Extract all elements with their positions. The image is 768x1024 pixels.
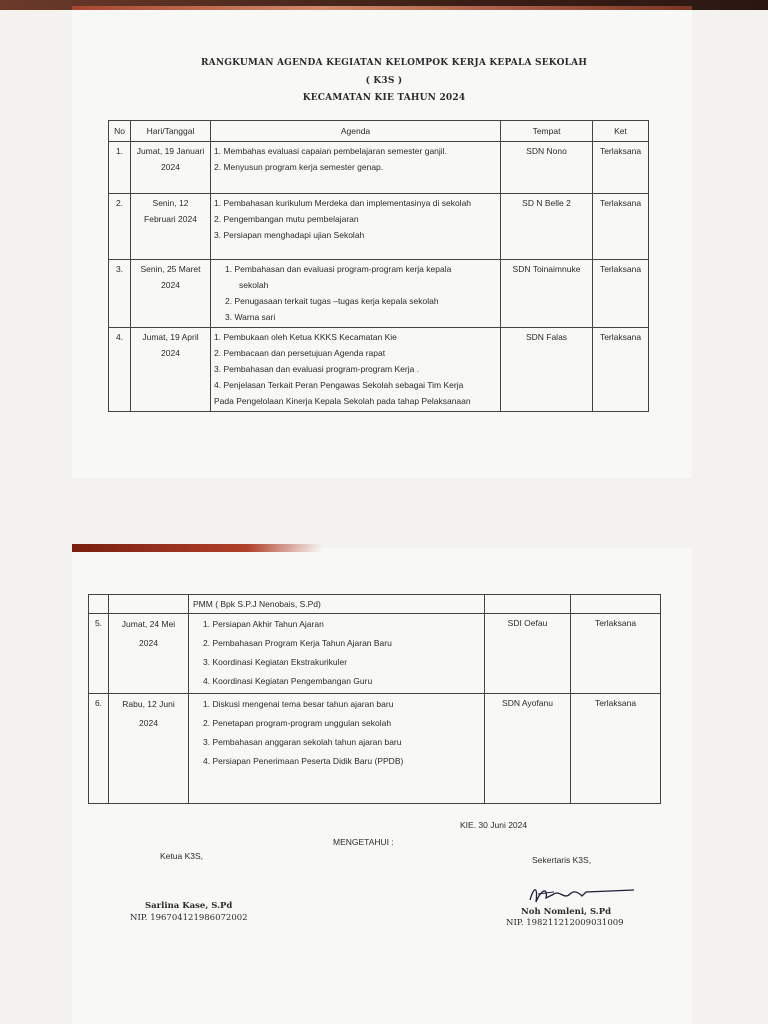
row-date: Senin, 25 Maret 2024 <box>131 260 211 328</box>
row-no: 3. <box>109 260 131 328</box>
row-status: Terlaksana <box>571 694 661 804</box>
row-no: 2. <box>109 194 131 260</box>
table-row <box>109 142 649 194</box>
row-no: 4. <box>109 328 131 412</box>
row-place: SDN Falas <box>501 328 593 412</box>
row-status: Terlaksana <box>571 614 661 694</box>
mengetahui-label: MENGETAHUI : <box>333 837 394 847</box>
row-status: Terlaksana <box>593 260 649 328</box>
row-date: Jumat, 24 Mei 2024 <box>109 614 189 694</box>
row-place: SDN Nono <box>501 142 593 194</box>
row-date: Jumat, 19 April 2024 <box>131 328 211 412</box>
row-agenda: 1. Membahas evaluasi capaian pembelajaran semester ganjil. 2. Menyusun program kerja semester genap. <box>211 142 501 194</box>
row-date: Senin, 12 Februari 2024 <box>131 194 211 260</box>
row-date: Rabu, 12 Juni 2024 <box>109 694 189 804</box>
page-edge-shadow <box>72 544 322 552</box>
row-place: SDN Toinaimnuke <box>501 260 593 328</box>
row-date: Jumat, 19 Januari 2024 <box>131 142 211 194</box>
table-row <box>109 260 649 328</box>
row-place: SDI Oefau <box>485 614 571 694</box>
row-place: SDN Ayofanu <box>485 694 571 804</box>
ketua-label: Ketua K3S, <box>160 851 204 861</box>
table-row <box>89 694 661 804</box>
row-agenda: 1. Pembahasan kurikulum Merdeka dan implementasinya di sekolah 2. Pengembangan mutu pembelajaran 3. Persiapan menghadapi ujian Sekolah <box>211 194 501 260</box>
row-agenda: 1. Pembahasan dan evaluasi program-program kerja kepala sekolah 2. Penugasaan terkait tugas –tugas kerja kepala sekolah 3. Warna sari <box>211 260 501 328</box>
signature-image <box>520 880 640 910</box>
sekretaris-nip: NIP. 198211212009031009 <box>506 918 624 928</box>
row-no: 5. <box>89 614 109 694</box>
row-status: Terlaksana <box>593 142 649 194</box>
table-row-continuation <box>89 595 661 614</box>
row-agenda: 1. Diskusi mengenai tema besar tahun ajaran baru 2. Penetapan program-program unggulan sekolah 3. Pembahasan anggaran sekolah tahun ajaran baru 4. Persiapan Penerimaan Peserta Didik Baru (PPDB) <box>189 694 485 804</box>
table-header-row <box>109 121 649 142</box>
row-no: 1. <box>109 142 131 194</box>
row-status: Terlaksana <box>593 328 649 412</box>
page-edge-shadow <box>72 6 692 10</box>
continuation-text: PMM ( Bpk S.P.J Nenobais, S.Pd) <box>189 595 485 614</box>
table-row <box>109 328 649 412</box>
sekretaris-label: Sekertaris K3S, <box>532 855 592 865</box>
agenda-table-page1 <box>108 120 649 412</box>
document-subtitle: ( K3S ) <box>365 76 403 86</box>
header-agenda: Agenda <box>211 121 501 142</box>
ketua-name: Sarlina Kase, S.Pd <box>145 901 233 911</box>
document-district-year: KECAMATAN KIE TAHUN 2024 <box>302 93 466 103</box>
table-row <box>109 194 649 260</box>
header-no: No <box>109 121 131 142</box>
sekretaris-name: Noh Nomleni, S.Pd <box>521 907 612 917</box>
row-agenda: 1. Persiapan Akhir Tahun Ajaran 2. Pembahasan Program Kerja Tahun Ajaran Baru 3. Koordinasi Kegiatan Ekstrakurikuler 4. Koordinasi Kegiatan Pengembangan Guru <box>189 614 485 694</box>
agenda-table-page2 <box>88 594 661 804</box>
ketua-nip: NIP. 196704121986072002 <box>130 913 248 923</box>
header-place: Tempat <box>501 121 593 142</box>
row-agenda: 1. Pembukaan oleh Ketua KKKS Kecamatan Kie 2. Pembacaan dan persetujuan Agenda rapat 3. Pembahasan dan evaluasi program-program Kerja . 4. Penjelasan Terkait Peran Pengawas Sekolah sebagai Tim Kerja Pada Pengelolaan Kinerja Kepala Sekolah pada tahap Pelaksanaan <box>211 328 501 412</box>
document-title: RANGKUMAN AGENDA KEGIATAN KELOMPOK KERJA KEPALA SEKOLAH <box>200 58 588 68</box>
header-date: Hari/Tanggal <box>131 121 211 142</box>
row-no: 6. <box>89 694 109 804</box>
table-row <box>89 614 661 694</box>
header-ket: Ket <box>593 121 649 142</box>
row-place: SD N Belle 2 <box>501 194 593 260</box>
row-status: Terlaksana <box>593 194 649 260</box>
place-date: KIE. 30 Juni 2024 <box>460 820 528 830</box>
